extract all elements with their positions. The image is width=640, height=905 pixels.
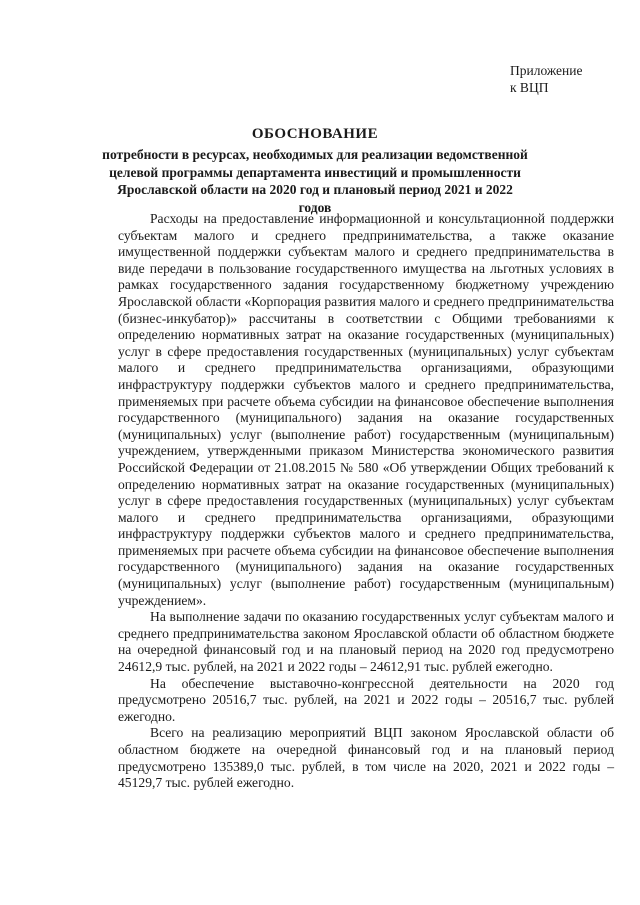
document-title: ОБОСНОВАНИЕ [251,126,379,142]
paragraph-total: Всего на реализацию мероприятий ВЦП законом Ярославской области об областном бюджете на очередной финансовый год и на плановый период предусмотрено 135389,0 тыс. рублей, в том числе на 2020, 2021 и 2022 годы – 45129,7 тыс. рублей ежегодно. [118,725,614,791]
appendix-note [510,62,582,96]
paragraph-info-support: Расходы на предоставление информационной и консультационной поддержки субъектам малого и среднего предпринимательства, а также оказание имущественной поддержки субъектам малого и среднего предпринимательства в виде передачи в пользование государственного имущества на льготных условиях в рамках государственного задания государственному бюджетному учреждению Ярославской области «Корпорация развития малого и среднего предпринимательства (бизнес-инкубатор)» рассчитаны в соответствии с Общими требованиями к определению нормативных затрат на оказание государственных (муниципальных) услуг в сфере предоставления государственных (муниципальных) услуг субъектам малого и среднего предпринимательства организациями, образующими инфраструктуру поддержки субъектов малого и среднего предпринимательства, применяемых при расчете объема субсидии на финансовое обеспечение выполнения государственного (муниципального) задания на оказание государственных (муниципальных) услуг (выполнение работ) государственным (муниципальным) учреждением, утвержденными приказом Министерства экономического развития Российской Федерации от 21.08.2015 № 580 «Об утверждении Общих требований к определению нормативных затрат на оказание государственных (муниципальных) услуг в сфере предоставления государственных (муниципальных) услуг субъектам малого и среднего предпринимательства организациями, образующими инфраструктуру поддержки субъектов малого и среднего предпринимательства, применяемых при расчете объема субсидии на финансовое обеспечение выполнения государственного (муниципального) задания на оказание государственных (муниципальных) услуг (выполнение работ) государственным (муниципальным) учреждением». [118,211,614,608]
paragraph-state-services: На выполнение задачи по оказанию государственных услуг субъектам малого и среднего предпринимательства законом Ярославской области об областном бюджете на очередной финансовый год и на плановый период на 2020 год предусмотрено 24612,9 тыс. рублей, на 2021 и 2022 годы – 24612,91 тыс. рублей ежегодно. [118,609,614,675]
paragraph-exhibitions: На обеспечение выставочно-конгрессной деятельности на 2020 год предусмотрено 20516,7 тыс. рублей, на 2021 и 2022 годы – 20516,7 тыс. рублей ежегодно. [118,675,614,724]
document-subtitle [100,146,530,216]
document-body [118,211,614,792]
subtitle-line-2: целевой программы департамента инвестиций и промышленности [109,164,521,180]
subtitle-line-3: Ярославской области на 2020 год и плановый период 2021 и 2022 годов [117,182,513,215]
appendix-line-1: Приложение [510,63,583,78]
subtitle-line-1: потребности в ресурсах, необходимых для реализации ведомственной [102,147,528,162]
appendix-line-2: к ВЦП [510,80,549,95]
